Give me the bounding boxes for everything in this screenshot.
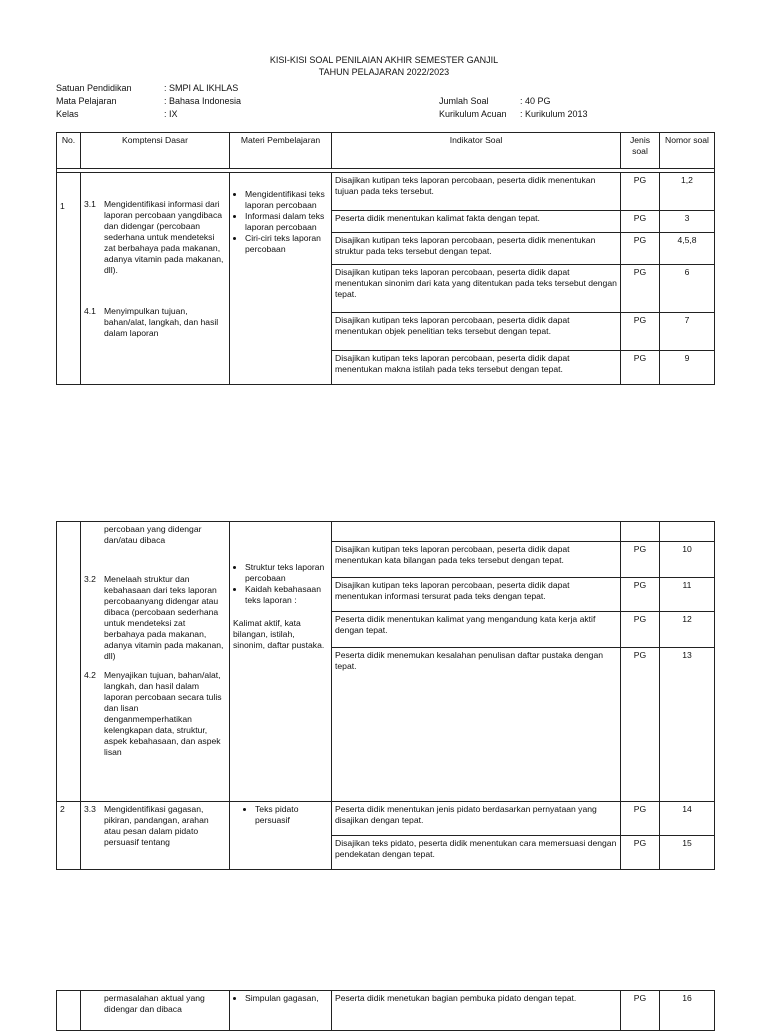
document-subtitle: TAHUN PELAJARAN 2022/2023 (318, 67, 450, 77)
col-kd: Komptensi Dasar (81, 133, 230, 169)
kd-number: 4.1 (84, 306, 96, 316)
nomor-cell: 15 (660, 836, 715, 870)
kd-number: 3.1 (84, 199, 96, 209)
indikator-cell: Peserta didik menentukan jenis pidato berdasarkan pernyataan yang disajikan dengan tepat. (332, 802, 621, 836)
indikator-cell: Disajikan kutipan teks laporan percobaan, peserta didik dapat menentukan makna istilah pada teks tersebut dengan tepat. (332, 351, 621, 385)
mapel-value: : Bahasa Indonesia (164, 96, 242, 106)
nomor-cell: 10 (660, 542, 715, 578)
kd-item (84, 306, 226, 339)
kd-text: Menyimpulkan tujuan, bahan/alat, langkah, dan hasil dalam laporan (104, 306, 219, 338)
table-row (57, 522, 715, 542)
materi-item: • Teks pidato persuasif (255, 804, 328, 826)
kd-cell (81, 522, 230, 802)
nomor-cell: 7 (660, 313, 715, 351)
table-row (57, 991, 715, 1031)
indikator-cell: Peserta didik menetukan bagian pembuka pidato dengan tepat. (332, 991, 621, 1031)
indikator-cell: Peserta didik menentukan kalimat yang mengandung kata kerja aktif dengan tepat. (332, 612, 621, 648)
kd-item (84, 574, 226, 662)
table-row (57, 802, 715, 836)
table-row (57, 173, 715, 211)
nomor-cell: 16 (660, 991, 715, 1031)
materi-list (233, 189, 328, 255)
jenis-cell: PG (621, 351, 660, 385)
jenis-cell: PG (621, 802, 660, 836)
kd-number: 3.2 (84, 574, 96, 584)
materi-note: Kalimat aktif, kata bilangan, istilah, sinonim, daftar pustaka. (233, 618, 325, 650)
kurikulum-label: Kurikulum Acuan (439, 109, 507, 119)
row-number (57, 522, 81, 802)
kd-number: 4.2 (84, 670, 96, 680)
jenis-cell (621, 522, 660, 542)
indikator-cell: Disajikan kutipan teks laporan percobaan, peserta didik menentukan tujuan pada teks tersebut. (332, 173, 621, 211)
materi-list (233, 804, 328, 826)
jenis-cell: PG (621, 173, 660, 211)
nomor-cell: 6 (660, 265, 715, 313)
jenis-cell: PG (621, 233, 660, 265)
col-indikator: Indikator Soal (332, 133, 621, 169)
mapel-label: Mata Pelajaran (56, 96, 117, 106)
document-title: KISI-KISI SOAL PENILAIAN AKHIR SEMESTER GANJIL (269, 55, 499, 65)
jenis-cell: PG (621, 648, 660, 802)
kurikulum-value: : Kurikulum 2013 (520, 109, 588, 119)
row-number: 1 (57, 173, 81, 385)
indikator-cell: Disajikan kutipan teks laporan percobaan, peserta didik dapat menentukan sinonim dari kata yang ditentukan pada teks tersebut dengan tepat. (332, 265, 621, 313)
jumlah-value: : 40 PG (520, 96, 551, 106)
indikator-cell: Disajikan kutipan teks laporan percobaan, peserta didik dapat menentukan kata bilangan pada teks tersebut dengan tepat. (332, 542, 621, 578)
materi-item: • Kaidah kebahasaan teks laporan : (245, 584, 328, 606)
col-no: No. (57, 133, 81, 169)
nomor-cell (660, 522, 715, 542)
satuan-label: Satuan Pendidikan (56, 83, 132, 93)
jenis-cell: PG (621, 265, 660, 313)
indikator-cell: Peserta didik menentukan kalimat fakta dengan tepat. (332, 211, 621, 233)
jenis-cell: PG (621, 578, 660, 612)
jenis-cell: PG (621, 836, 660, 870)
kd-text: percobaan yang didengar dan/atau dibaca (104, 524, 202, 545)
materi-item: • Mengidentifikasi teks laporan percobaan (245, 189, 328, 211)
col-nomor: Nomor soal (660, 133, 715, 169)
kd-text: Mengidentifikasi informasi dari laporan percobaan yangdibaca dan didengar (percobaan sederhana untuk mendeteksi zat berbahaya pada makanan, adanya vitamin pada makanan, dll). (104, 199, 224, 275)
materi-cell (230, 173, 332, 385)
col-materi: Materi Pembelajaran (230, 133, 332, 169)
materi-list (233, 993, 328, 1004)
indikator-cell: Disajikan kutipan teks laporan percobaan, peserta didik menentukan struktur pada teks tersebut dengan tepat. (332, 233, 621, 265)
nomor-cell: 11 (660, 578, 715, 612)
materi-item: • Ciri-ciri teks laporan percobaan (245, 233, 328, 255)
nomor-cell: 13 (660, 648, 715, 802)
row-number (57, 991, 81, 1031)
indikator-cell: Disajikan kutipan teks laporan percobaan, peserta didik dapat menentukan informasi tersurat pada teks dengan tepat. (332, 578, 621, 612)
materi-cell (230, 802, 332, 870)
materi-cell (230, 991, 332, 1031)
indikator-cell (332, 522, 621, 542)
kd-cell (81, 173, 230, 385)
col-jenis: Jenis soal (621, 133, 660, 169)
kelas-label: Kelas (56, 109, 79, 119)
kd-item (84, 670, 226, 758)
satuan-value: : SMPI AL IKHLAS (164, 83, 239, 93)
kelas-value: : IX (164, 109, 178, 119)
jenis-cell: PG (621, 991, 660, 1031)
indikator-cell: Disajikan teks pidato, peserta didik menentukan cara memersuasi dengan pendekatan dengan tepat. (332, 836, 621, 870)
materi-item: • Informasi dalam teks laporan percobaan (245, 211, 328, 233)
kd-text: Mengidentifikasi gagasan, pikiran, pandangan, arahan atau pesan dalam pidato persuasif tentang (104, 804, 209, 847)
jenis-cell: PG (621, 542, 660, 578)
materi-list (233, 562, 328, 606)
kd-number: 3.3 (84, 804, 96, 814)
nomor-cell: 9 (660, 351, 715, 385)
row-number: 2 (57, 802, 81, 870)
kd-text: permasalahan aktual yang didengar dan dibaca (104, 993, 205, 1014)
kd-cell (81, 802, 230, 870)
kisi-table-2 (56, 521, 715, 870)
nomor-cell: 1,2 (660, 173, 715, 211)
nomor-cell: 3 (660, 211, 715, 233)
nomor-cell: 14 (660, 802, 715, 836)
kd-cell (81, 991, 230, 1031)
materi-item: • Simpulan gagasan, (245, 993, 328, 1004)
materi-cell (230, 522, 332, 802)
kd-item (84, 199, 226, 276)
kisi-table-1 (56, 132, 715, 385)
table-header-row (57, 133, 715, 169)
jumlah-label: Jumlah Soal (439, 96, 489, 106)
jenis-cell: PG (621, 313, 660, 351)
jenis-cell: PG (621, 211, 660, 233)
materi-item: • Struktur teks laporan percobaan (245, 562, 328, 584)
kd-text: Menyajikan tujuan, bahan/alat, langkah, dan hasil dalam laporan percobaan secara tulis dan lisan denganmemperhatikan kelengkapan data, struktur, aspek kebahasaan, dan aspek lisan (104, 670, 222, 757)
nomor-cell: 12 (660, 612, 715, 648)
kd-text: Menelaah struktur dan kebahasaan dari teks laporan percobaanyang didengar atau dibaca (percobaan sederhana untuk mendeteksi zat berbahaya pada makanan, adanya vitamin pada makanan, dll) (104, 574, 224, 661)
indikator-cell: Peserta didik menemukan kesalahan penulisan daftar pustaka dengan tepat. (332, 648, 621, 802)
kd-item (84, 804, 226, 848)
indikator-cell: Disajikan kutipan teks laporan percobaan, peserta didik dapat menentukan objek penelitian teks tersebut dengan tepat. (332, 313, 621, 351)
kisi-table-3 (56, 990, 715, 1031)
jenis-cell: PG (621, 612, 660, 648)
nomor-cell: 4,5,8 (660, 233, 715, 265)
